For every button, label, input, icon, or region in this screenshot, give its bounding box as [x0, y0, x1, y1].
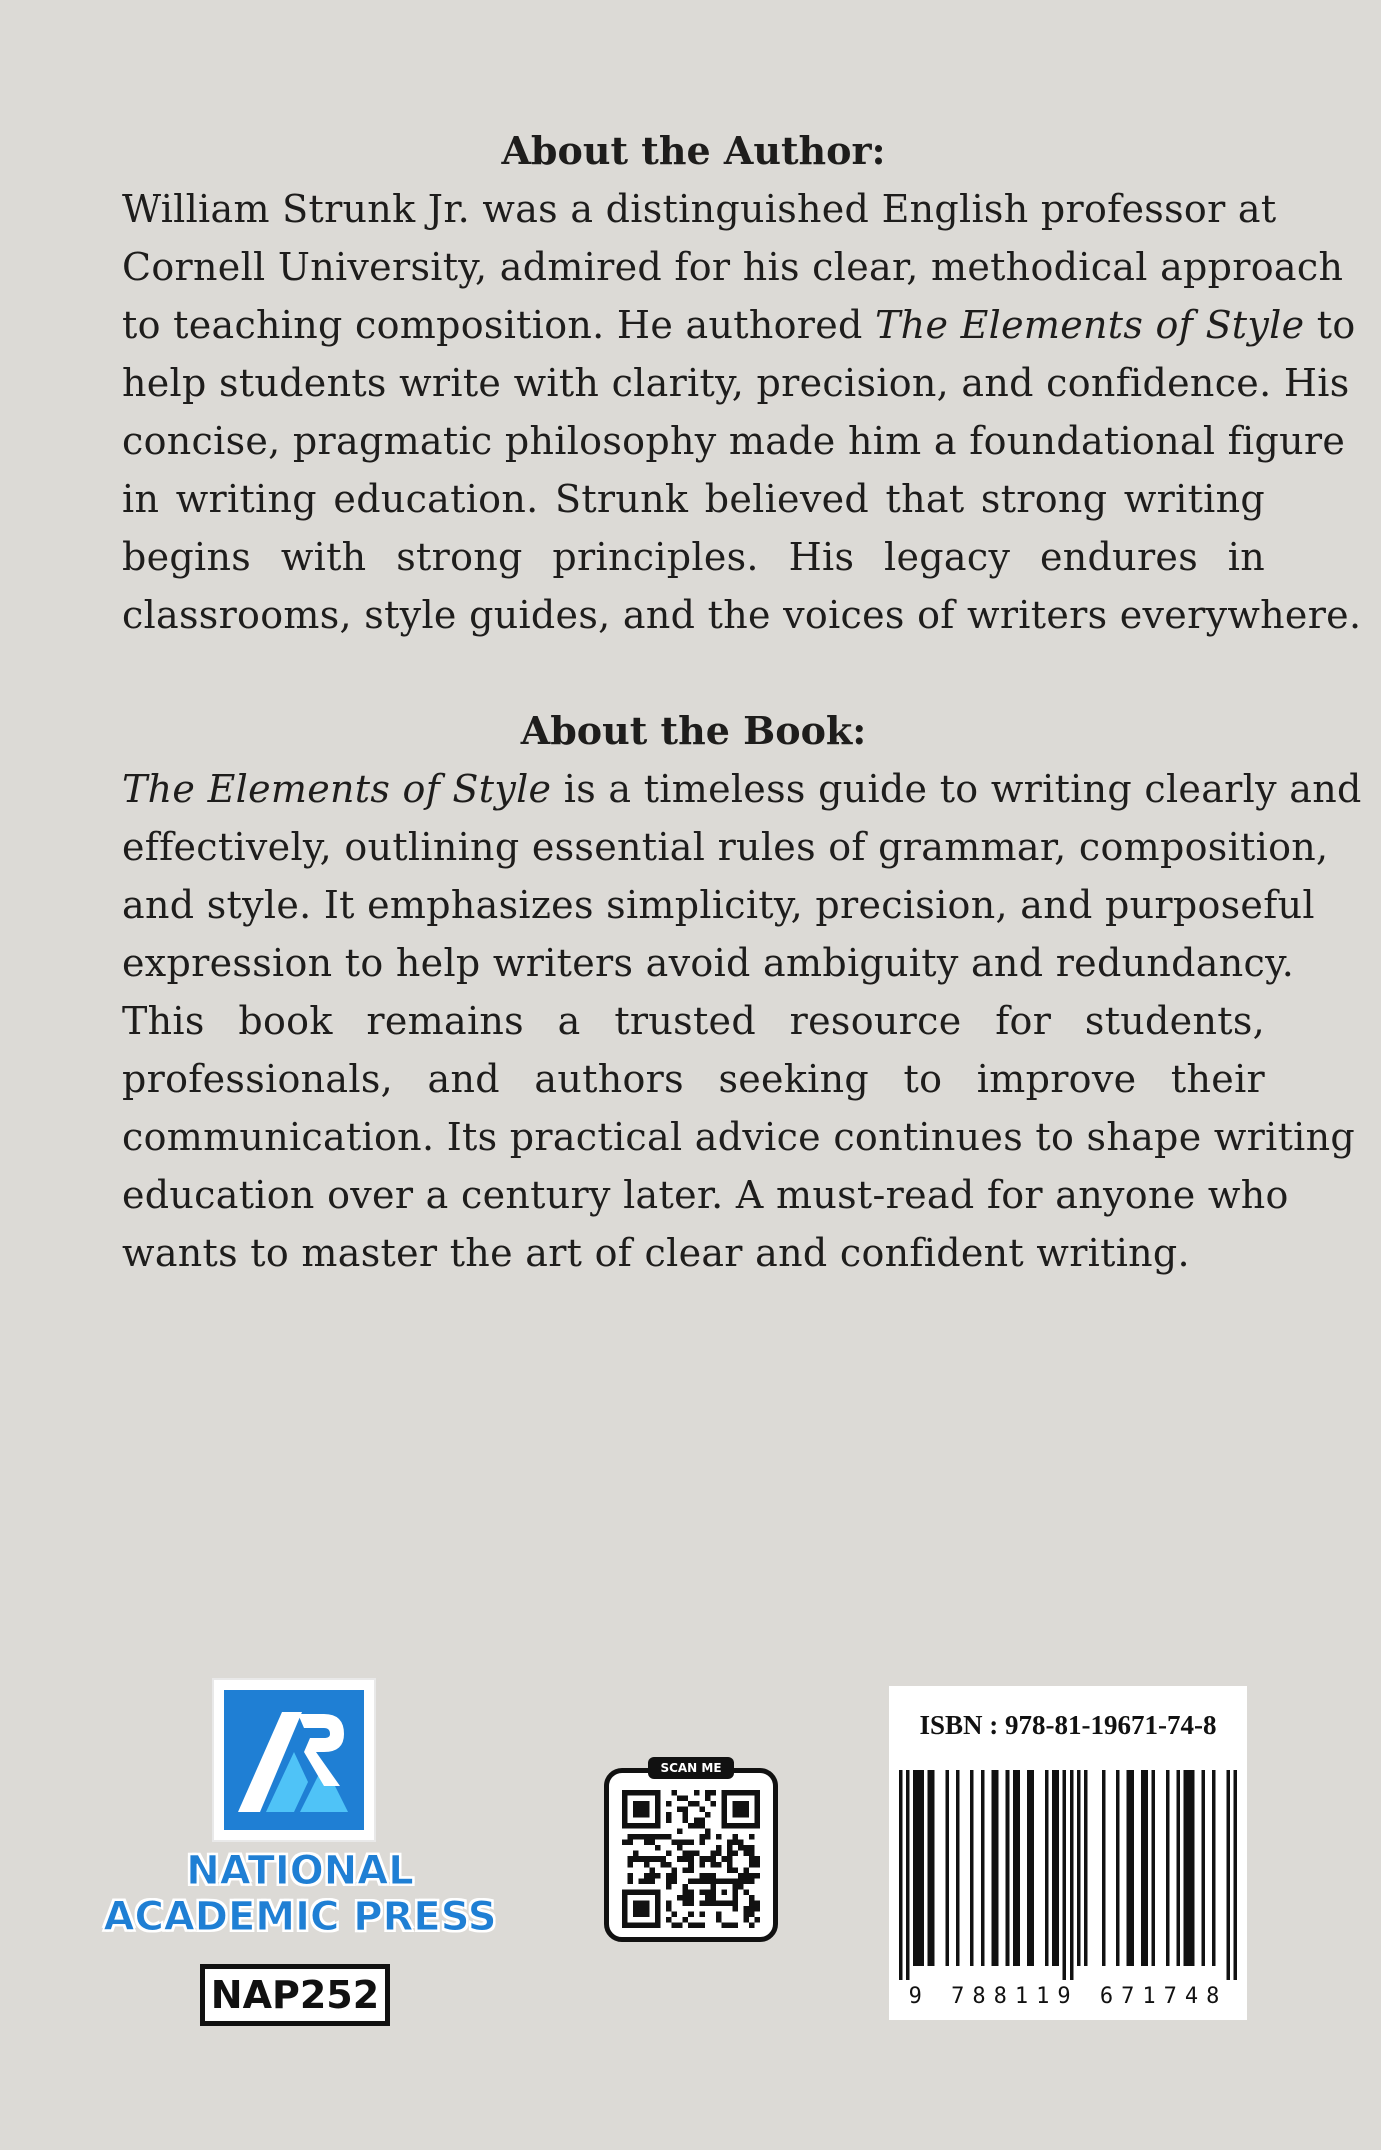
publisher-code: NAP252 [200, 1964, 390, 2026]
publisher-logo [214, 1680, 374, 1840]
text-line: education over a century later. A must-read for anyone who [122, 1173, 1289, 1217]
publisher-name [100, 1848, 500, 1940]
publisher-name-line2: ACADEMIC PRESS [103, 1894, 497, 1940]
text-line: wants to master the art of clear and confident writing. [122, 1231, 1190, 1275]
text-line: and style. It emphasizes simplicity, precision, and purposeful [122, 883, 1315, 927]
author-bio [122, 180, 1362, 644]
book-title-italic: The Elements of Style [875, 303, 1305, 347]
qr-code-icon[interactable] [622, 1790, 760, 1928]
text-line: William Strunk Jr. was a distinguished English professor at [122, 187, 1277, 231]
scan-me-label: SCAN ME [648, 1757, 734, 1779]
text-line: in writing education. Strunk believed that strong writing [122, 477, 1265, 521]
publisher-name-line1: NATIONAL [186, 1848, 414, 1894]
text-line: communication. Its practical advice continues to shape writing [122, 1115, 1356, 1159]
book-section-title: About the Book: [520, 708, 867, 753]
text-line: effectively, outlining essential rules of grammar, composition, [122, 825, 1329, 869]
text-line: professionals, and authors seeking to improve their [122, 1057, 1265, 1101]
text-line: classrooms, style guides, and the voices of writers everywhere. [122, 593, 1362, 637]
publisher-logo-icon [224, 1690, 364, 1830]
back-cover-text [122, 122, 1362, 1282]
barcode-icon [899, 1770, 1237, 1980]
text-line: help students write with clarity, precision, and confidence. His [122, 361, 1350, 405]
isbn-digits: 9 788119 671748 [908, 1984, 1228, 2009]
book-description [122, 760, 1362, 1282]
author-section-title: About the Author: [501, 128, 886, 173]
text-line: The Elements of Style is a timeless guide to writing clearly and [122, 767, 1362, 811]
text-line: to teaching composition. He authored The Elements of Style to [122, 303, 1356, 347]
text-line: This book remains a trusted resource for students, [122, 999, 1265, 1043]
text-line: concise, pragmatic philosophy made him a foundational figure [122, 419, 1346, 463]
isbn-label: ISBN : 978-81-19671-74-8 [919, 1710, 1217, 1740]
text-line: Cornell University, admired for his clear, methodical approach [122, 245, 1344, 289]
book-title-italic: The Elements of Style [122, 767, 552, 811]
text-line: expression to help writers avoid ambiguity and redundancy. [122, 941, 1295, 985]
text-line: begins with strong principles. His legacy endures in [122, 535, 1265, 579]
isbn-barcode [889, 1686, 1247, 2020]
